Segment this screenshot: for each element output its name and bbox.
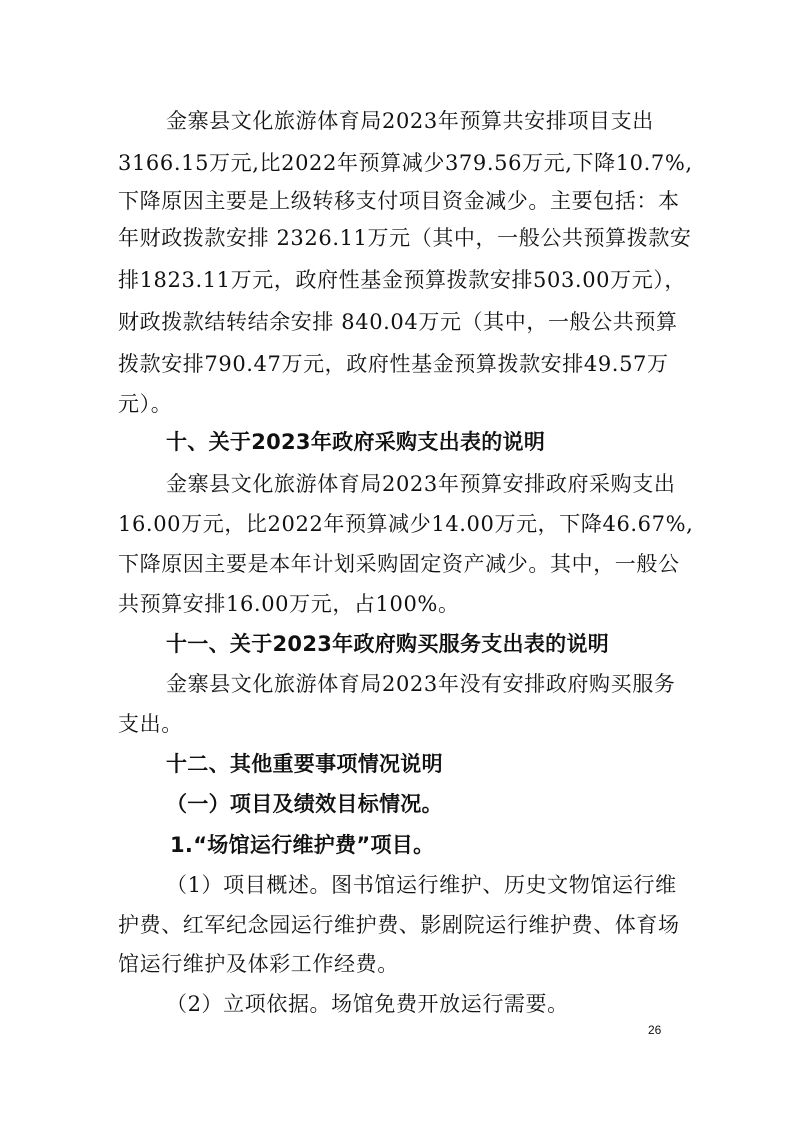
paragraph-line: 3166.15万元,比2022年预算减少379.56万元,下降10.7%, — [118, 151, 693, 175]
paragraph-line: 金寨县文化旅游体育局2023年没有安排政府购买服务 — [166, 672, 676, 696]
section-heading: 十、关于2023年政府采购支出表的说明 — [166, 430, 546, 454]
paragraph-line: 金寨县文化旅游体育局2023年预算共安排项目支出 — [166, 109, 654, 133]
paragraph-line: 护费、红军纪念园运行维护费、影剧院运行维护费、体育场 — [118, 913, 680, 937]
paragraph-line: 下降原因主要是上级转移支付项目资金减少。主要包括：本 — [118, 189, 680, 213]
paragraph-line: （1）项目概述。图书馆运行维护、历史文物馆运行维 — [166, 873, 677, 897]
paragraph-line: 支出。 — [118, 712, 183, 736]
section-heading: 十一、关于2023年政府购买服务支出表的说明 — [166, 632, 610, 656]
section-heading: 十二、其他重要事项情况说明 — [166, 752, 443, 776]
paragraph-line: 拨款安排790.47万元，政府性基金预算拨款安排49.57万 — [118, 352, 669, 376]
page-number: 26 — [648, 1023, 662, 1037]
paragraph-line: 年财政拨款安排 2326.11万元（其中，一般公共预算拨款安 — [118, 226, 692, 250]
paragraph-line: 排1823.11万元，政府性基金预算拨款安排503.00万元）， — [118, 268, 687, 292]
paragraph-line: 金寨县文化旅游体育局2023年预算安排政府采购支出 — [166, 472, 676, 496]
item-heading: 1.“场馆运行维护费”项目。 — [170, 833, 435, 857]
paragraph-line: 财政拨款结转结余安排 840.04万元（其中，一般公共预算 — [118, 310, 678, 334]
paragraph-line: 馆运行维护及体彩工作经费。 — [118, 952, 399, 976]
subsection-heading: （一）项目及绩效目标情况。 — [166, 792, 443, 816]
paragraph-line: 下降原因主要是本年计划采购固定资产减少。其中，一般公 — [118, 552, 680, 576]
paragraph-line: 共预算安排16.00万元，占100%。 — [118, 592, 460, 616]
paragraph-line: （2）立项依据。场馆免费开放运行需要。 — [166, 992, 569, 1016]
paragraph-line: 16.00万元，比2022年预算减少14.00万元，下降46.67%, — [118, 512, 694, 536]
paragraph-line: 元）。 — [118, 392, 173, 416]
